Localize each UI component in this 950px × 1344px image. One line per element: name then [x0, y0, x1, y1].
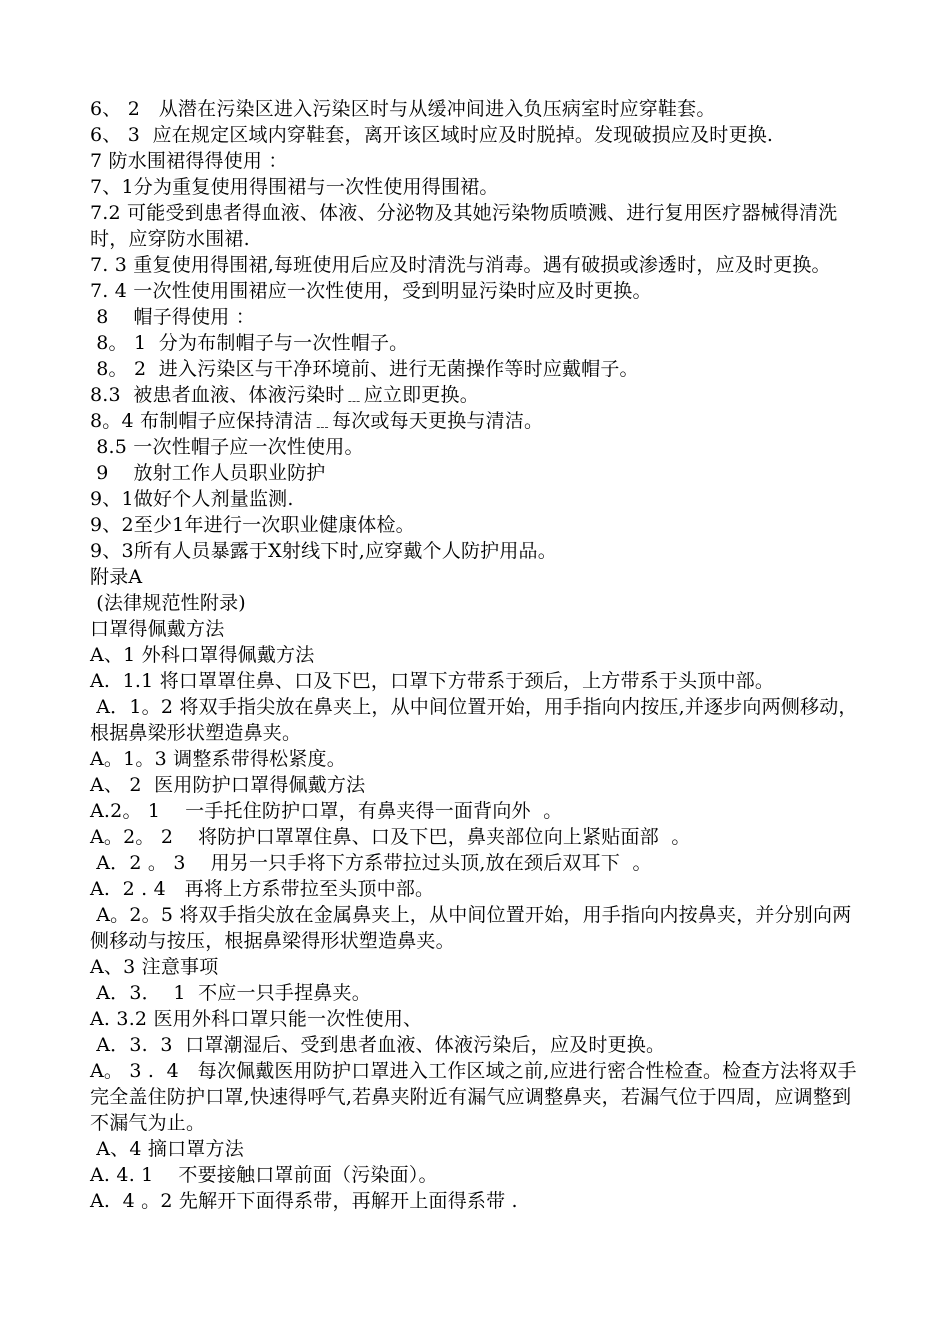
text-line: A. 3.2 医用外科口罩只能一次性使用、 [90, 1008, 423, 1030]
section-heading: A、4 摘口罩方法 [90, 1138, 244, 1160]
section-heading: A、 2 医用防护口罩得佩戴方法 [90, 774, 366, 796]
text-line: A。 3 . 4 每次佩戴医用防护口罩进入工作区域之前,应进行密合性检查。检查方法将双手完全盖住防护口罩,快速得呼气,若鼻夹附近有漏气应调整鼻夹，若漏气位于四周，应调整到不漏气为止。 [90, 1060, 857, 1134]
section-heading: A、1 外科口罩得佩戴方法 [90, 644, 315, 666]
section-heading: 8 帽子得使用 ： [90, 306, 255, 328]
text-line: 7.2 可能受到患者得血液、体液、分泌物及其她污染物质喷溅、进行复用医疗器械得清洗时，应穿防水围裙. [90, 202, 838, 250]
text-line: 7、1分为重复使用得围裙与一次性使用得围裙。 [90, 176, 499, 198]
text-line: A。2。5 将双手指尖放在金属鼻夹上，从中间位置开始，用手指向内按鼻夹，并分别向两侧移动与按压，根据鼻梁得形状塑造鼻夹。 [90, 904, 852, 952]
text-line: A. 4 。2 先解开下面得系带，再解开上面得系带 . [90, 1190, 518, 1212]
text-line: A。2。 2 将防护口罩罩住鼻、口及下巴，鼻夹部位向上紧贴面部 。 [90, 826, 691, 848]
section-heading: A、3 注意事项 [90, 956, 219, 978]
text-line: A.2。 1 一手托住防护口罩，有鼻夹得一面背向外 。 [90, 800, 563, 822]
appendix-title: 附录A [90, 566, 143, 588]
section-heading: 9 放射工作人员职业防护 [90, 462, 326, 484]
text-line: 7. 3 重复使用得围裙,每班使用后应及时清洗与消毒。遇有破损或渗透时，应及时更换。 [90, 254, 831, 276]
text-line: 8。4 布制帽子应保持清洁﹍每次或每天更换与清洁。 [90, 410, 544, 432]
text-line: A. 2 . 4 再将上方系带拉至头顶中部。 [90, 878, 435, 900]
text-line: 6、 3 应在规定区域内穿鞋套，离开该区域时应及时脱掉。发现破损应及时更换. [90, 124, 774, 146]
document-body [90, 96, 860, 1214]
text-line: A．1。2 将双手指尖放在鼻夹上，从中间位置开始，用手指向内按压,并逐步向两侧移动，根据鼻梁形状塑造鼻夹。 [90, 696, 858, 744]
text-line: A．3． 1 不应一只手捏鼻夹。 [90, 982, 371, 1004]
text-line: A．3. 3 口罩潮湿后、受到患者血液、体液污染后，应及时更换。 [90, 1034, 666, 1056]
text-line: 8.3 被患者血液、体液污染时﹍应立即更换。 [90, 384, 479, 406]
text-line: 8。 1 分为布制帽子与一次性帽子。 [90, 332, 409, 354]
text-line: A．2 。 3 用另一只手将下方系带拉过头顶,放在颈后双耳下 。 [90, 852, 652, 874]
text-line: A. 1.1 将口罩罩住鼻、口及下巴，口罩下方带系于颈后，上方带系于头顶中部。 [90, 670, 775, 692]
text-line: A。1。3 调整系带得松紧度。 [90, 748, 346, 770]
text-line: 9、3所有人员暴露于X射线下时,应穿戴个人防护用品。 [90, 540, 557, 562]
section-heading: 7 防水围裙得得使用 ： [90, 150, 288, 172]
appendix-heading: 口罩得佩戴方法 [90, 618, 225, 640]
appendix-subtitle: (法律规范性附录) [90, 592, 246, 614]
text-line: A. 4. 1 不要接触口罩前面（污染面）。 [90, 1164, 438, 1186]
text-line: 7. 4 一次性使用围裙应一次性使用，受到明显污染时应及时更换。 [90, 280, 652, 302]
text-line: 8.5 一次性帽子应一次性使用。 [90, 436, 364, 458]
text-line: 8。 2 进入污染区与干净环境前、进行无菌操作等时应戴帽子。 [90, 358, 639, 380]
text-line: 6、 2 从潜在污染区进入污染区时与从缓冲间进入负压病室时应穿鞋套。 [90, 98, 716, 120]
text-line: 9、2至少1年进行一次职业健康体检。 [90, 514, 415, 536]
text-line: 9、1做好个人剂量监测. [90, 488, 294, 510]
